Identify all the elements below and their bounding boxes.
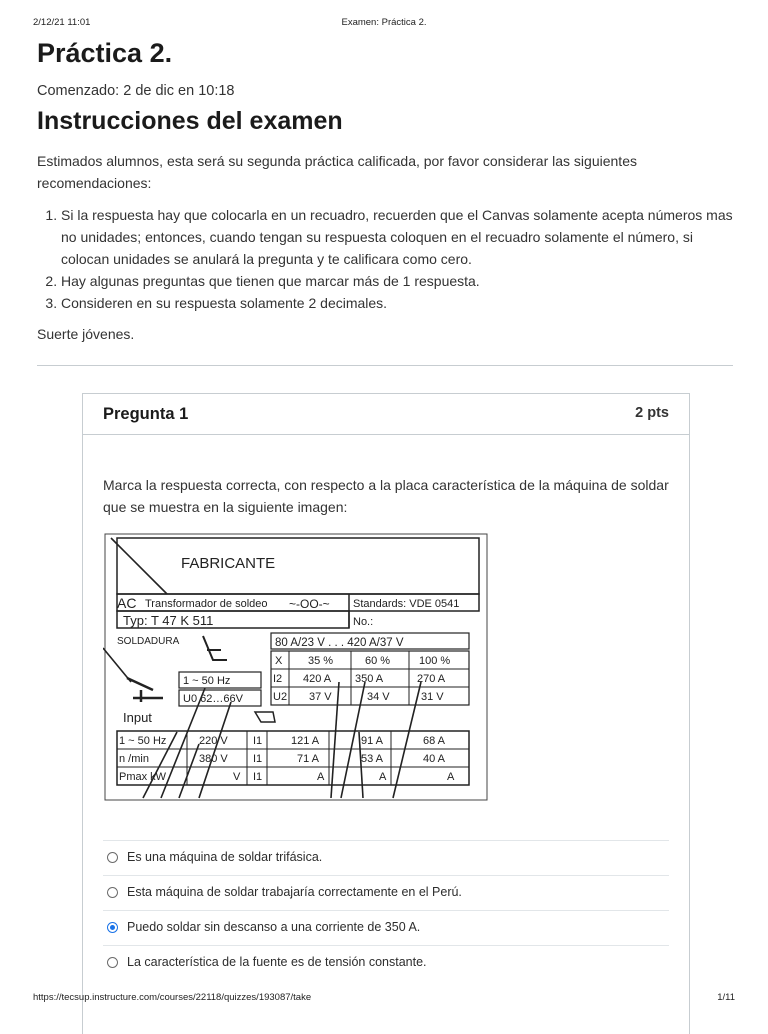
plate-ac: AC xyxy=(117,595,137,611)
input-cell: I1 xyxy=(253,753,263,765)
answer-label: La característica de la fuente es de tensión constante. xyxy=(127,955,427,969)
duty-cell: U2 xyxy=(273,691,288,703)
recommendation-item: 1. Si la respuesta hay que colocarla en un recuadro, recuerden que el Canvas solamente acepta números mas no unidades; entonces, cuando tengan su respuesta coloquen en el recuadro solamente el número, si colocan unidades se anulará la pregunta y te calificara como cero. xyxy=(61,204,733,270)
input-cell: 91 A xyxy=(361,735,384,747)
question-header xyxy=(83,394,689,435)
input-cell: A xyxy=(447,771,455,783)
started-timestamp: Comenzado: 2 de dic en 10:18 xyxy=(37,83,235,99)
plate-current-range: 80 A/23 V . . . 420 A/37 V xyxy=(275,637,404,649)
instructions-heading: Instrucciones del examen xyxy=(37,107,343,135)
plate-welding-label: SOLDADURA xyxy=(117,636,180,647)
plate-type: Typ: T 47 K 511 xyxy=(123,613,214,628)
question-card xyxy=(82,393,690,1034)
input-cell: 53 A xyxy=(361,753,384,765)
duty-cell: 270 A xyxy=(417,673,446,685)
print-url: https://tecsup.instructure.com/courses/22118/quizzes/193087/take xyxy=(33,992,312,1003)
question-text: Marca la respuesta correcta, con respecto a la placa característica de la máquina de soldar que se muestra en la siguiente imagen: xyxy=(103,477,669,515)
duty-cell: 31 V xyxy=(421,691,444,703)
answer-option[interactable] xyxy=(103,875,669,910)
answer-label: Esta máquina de soldar trabajaría correctamente en el Perú. xyxy=(127,885,462,899)
duty-cell: 60 % xyxy=(365,655,391,667)
print-datetime: 2/12/21 11:01 xyxy=(33,17,91,28)
input-cell: 380 V xyxy=(199,753,228,765)
answer-option[interactable] xyxy=(103,945,669,980)
plate-symbol: ~-OO-~ xyxy=(289,597,330,611)
duty-cell: 37 V xyxy=(309,691,332,703)
recommendations-list xyxy=(37,204,733,314)
duty-cell: 350 A xyxy=(355,673,384,685)
plate-standards: Standards: VDE 0541 xyxy=(353,598,460,610)
instructions-intro: Estimados alumnos, esta será su segunda práctica calificada, por favor considerar las siguientes recomendaciones: xyxy=(37,153,637,191)
input-cell: 68 A xyxy=(423,735,446,747)
input-cell: 71 A xyxy=(297,753,320,765)
input-cell: 121 A xyxy=(291,735,320,747)
exam-content xyxy=(37,36,733,342)
recommendation-item: 3. Consideren en su respuesta solamente 2 decimales. xyxy=(61,292,733,314)
print-page-title: Examen: Práctica 2. xyxy=(341,17,427,28)
answer-list xyxy=(103,840,669,980)
answer-option[interactable] xyxy=(103,840,669,875)
print-header xyxy=(0,0,768,30)
plate-transformer: Transformador de soldeo xyxy=(145,598,268,610)
plate-no: No.: xyxy=(353,616,374,628)
input-cell: I1 xyxy=(253,771,263,783)
nameplate-image xyxy=(103,532,489,802)
farewell-text: Suerte jóvenes. xyxy=(37,326,135,342)
input-cell: 1 ~ 50 Hz xyxy=(119,735,167,747)
input-cell: V xyxy=(233,771,241,783)
question-title: Pregunta 1 xyxy=(103,405,189,423)
question-points: 2 pts xyxy=(635,405,669,421)
input-cell: Pmax kW xyxy=(119,771,167,783)
plate-manufacturer: FABRICANTE xyxy=(181,555,276,572)
duty-cell: 420 A xyxy=(303,673,332,685)
radio-button-selected[interactable] xyxy=(107,922,118,933)
input-cell: n /min xyxy=(119,753,149,765)
duty-cell: I2 xyxy=(273,673,283,685)
input-cell: 220 V xyxy=(199,735,228,747)
input-cell: A xyxy=(317,771,325,783)
section-divider xyxy=(37,365,733,366)
answer-option[interactable] xyxy=(103,910,669,945)
duty-cell: 100 % xyxy=(419,655,451,667)
radio-button[interactable] xyxy=(107,887,118,898)
plate-input-label: Input xyxy=(123,710,152,725)
exam-title: Práctica 2. xyxy=(37,38,173,68)
plate-frequency: 1 ~ 50 Hz xyxy=(183,675,231,687)
page-number: 1/11 xyxy=(717,992,735,1003)
duty-cell: 34 V xyxy=(367,691,390,703)
plate-open-voltage: U0 62…66V xyxy=(183,693,243,705)
duty-cell: 35 % xyxy=(308,655,334,667)
duty-cell: X xyxy=(275,655,283,667)
answer-label: Puedo soldar sin descanso a una corriente de 350 A. xyxy=(127,920,421,934)
input-cell: A xyxy=(379,771,387,783)
radio-button[interactable] xyxy=(107,957,118,968)
recommendation-item: 2. Hay algunas preguntas que tienen que marcar más de 1 respuesta. xyxy=(61,270,733,292)
input-cell: 40 A xyxy=(423,753,446,765)
radio-button[interactable] xyxy=(107,852,118,863)
input-cell: I1 xyxy=(253,735,263,747)
answer-label: Es una máquina de soldar trifásica. xyxy=(127,850,323,864)
